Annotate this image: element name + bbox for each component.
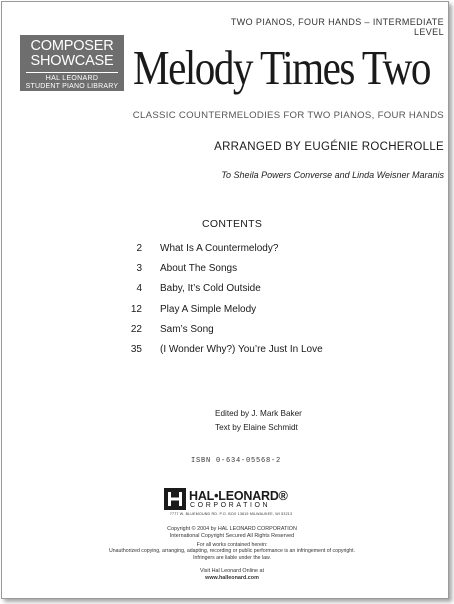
copyright-line: Copyright © 2004 by HAL LEONARD CORPORATION: [167, 526, 297, 532]
toc-page-number: 35: [130, 343, 142, 355]
dedication: To Sheila Powers Converse and Linda Weisner Maranis: [221, 170, 444, 180]
website-link[interactable]: [82, 575, 382, 582]
toc-entry: [62, 283, 402, 303]
publisher-corporation: CORPORATION: [190, 502, 271, 509]
isbn: ISBN 0-634-05568-2: [191, 457, 282, 465]
warning-line: For all works contained herein:: [196, 542, 268, 548]
book-title: Melody Times Two: [133, 40, 430, 95]
toc-title: What Is A Countermelody?: [160, 243, 279, 254]
toc-entry: [62, 324, 402, 344]
book-subtitle: CLASSIC COUNTERMELODIES FOR TWO PIANOS, FOUR HANDS: [132, 110, 444, 121]
book-title-page: [1, 1, 449, 599]
hal-leonard-logo-icon: [164, 488, 186, 510]
toc-entry: [62, 243, 402, 263]
publisher-logo: [164, 488, 298, 518]
arranger-credit: ARRANGED BY EUGÉNIE ROCHEROLLE: [214, 141, 444, 153]
toc-entry: [62, 304, 402, 324]
toc-entry: [62, 263, 402, 283]
level-label: TWO PIANOS, FOUR HANDS – INTERMEDIATE LEVEL: [230, 17, 444, 37]
toc-entry: [62, 344, 402, 364]
copyright-line: International Copyright Secured All Rights Reserved: [169, 532, 295, 539]
publisher-name: HAL•LEONARD®: [189, 489, 288, 503]
credits: [215, 407, 302, 434]
website-url[interactable]: www.halleonard.com: [205, 574, 259, 581]
toc-page-number: 12: [130, 303, 142, 315]
series-badge: [20, 35, 124, 91]
toc-page-number: 22: [130, 323, 142, 335]
publisher-address: 7777 W. BLUEMOUND RD. P.O. BOX 13819 MILWAUKEE, WI 53213: [169, 512, 293, 516]
contents-heading: CONTENTS: [202, 218, 263, 230]
warning-line: Unauthorized copying, arranging, adapting, recording or public performance is an infringement of copyright.: [109, 548, 355, 555]
editor-credit: Edited by J. Mark Baker: [215, 409, 302, 418]
toc-page-number: 2: [136, 243, 142, 254]
toc-title: Sam’s Song: [160, 323, 214, 335]
toc-title: Play A Simple Melody: [160, 303, 257, 315]
toc-title: (I Wonder Why?) You’re Just In Love: [160, 343, 323, 355]
table-of-contents: [62, 243, 402, 364]
visit-line: Visit Hal Leonard Online at: [199, 568, 265, 574]
toc-page-number: 4: [136, 283, 142, 295]
series-badge-line2: SHOWCASE: [30, 53, 114, 69]
toc-page-number: 3: [136, 263, 142, 275]
series-badge-line3: HAL LEONARD: [45, 75, 99, 82]
copyright-notice: [82, 526, 382, 539]
toc-title: Baby, It’s Cold Outside: [160, 283, 261, 295]
series-badge-divider: [26, 72, 118, 73]
copyright-warning: [82, 542, 382, 561]
toc-title: About The Songs: [160, 263, 238, 275]
warning-line: Infringers are liable under the law.: [193, 554, 271, 561]
website-notice: [82, 568, 382, 581]
series-badge-line1: COMPOSER: [30, 38, 114, 54]
text-credit: Text by Elaine Schmidt: [215, 422, 298, 432]
series-badge-line4: STUDENT PIANO LIBRARY: [25, 83, 119, 90]
